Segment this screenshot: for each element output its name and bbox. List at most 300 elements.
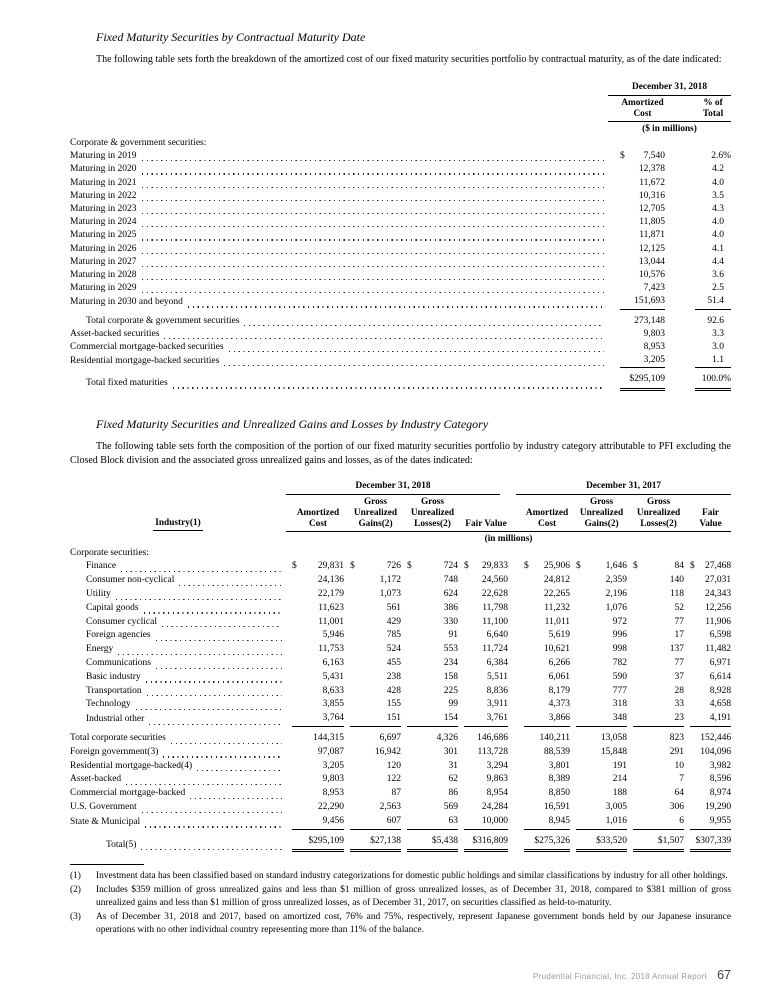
cell-value [464, 685, 508, 699]
table-row [70, 629, 731, 643]
row-label: Asset-backed securities [70, 328, 160, 339]
value: 1,076 [605, 602, 628, 613]
table-row [70, 243, 731, 256]
value: $5,438 [431, 835, 458, 846]
table-row [70, 163, 731, 176]
value: $316,809 [472, 835, 509, 846]
table-row [70, 685, 731, 699]
cell-value [690, 746, 731, 760]
cell-value [695, 243, 731, 256]
industry-header-cell [70, 481, 286, 532]
dot-leader [142, 160, 605, 161]
value: 6,971 [709, 658, 732, 669]
cell-value [407, 616, 458, 630]
value: $1,507 [657, 835, 685, 846]
cell-value [407, 643, 458, 657]
currency-symbol: $ [524, 561, 529, 572]
cell-value [633, 616, 684, 630]
row-label: Maturing in 2022 [70, 190, 137, 201]
cell-value [407, 574, 458, 588]
cell-value [350, 712, 401, 727]
table-row [70, 773, 731, 787]
value: 624 [443, 589, 458, 600]
value: 724 [443, 561, 458, 572]
table2-units-note: (in millions) [484, 533, 533, 544]
row-label: Utility [86, 589, 111, 600]
table-row [70, 671, 731, 685]
cell-value [695, 177, 731, 190]
value: 11,724 [482, 644, 509, 655]
value: 4,191 [709, 713, 732, 724]
value: $27,138 [370, 835, 401, 846]
cell-value [524, 787, 570, 801]
cell-value [407, 657, 458, 671]
value: 12,705 [638, 204, 665, 215]
dot-leader [136, 709, 282, 710]
cell-value [292, 657, 344, 671]
value: 777 [612, 685, 628, 696]
cell-value [620, 229, 665, 242]
cell-value [620, 150, 665, 163]
value: 996 [612, 630, 628, 641]
dot-leader [224, 365, 604, 366]
cell-value [464, 835, 508, 853]
cell-value [350, 732, 401, 746]
row-label: Consumer cyclical [86, 616, 157, 627]
cell-value [576, 560, 627, 574]
row-label: Maturing in 2027 [70, 256, 137, 267]
cell-value [292, 698, 344, 712]
row-label: U.S. Government [70, 802, 137, 812]
cell-value [690, 773, 731, 787]
cell-value [350, 643, 401, 657]
cell-value [690, 787, 731, 801]
cell-value [292, 588, 344, 602]
value: 11,753 [318, 644, 344, 655]
cell-value [464, 801, 508, 815]
value: 13,044 [638, 256, 665, 267]
value: 3,005 [605, 802, 628, 812]
dot-leader [146, 681, 282, 682]
cell-value [524, 760, 570, 774]
cell-value [695, 354, 731, 368]
cell-value [620, 163, 665, 176]
cell-value [633, 787, 684, 801]
date-header-2018: December 31, 2018 [286, 481, 500, 495]
value: 8,953 [322, 788, 344, 799]
cell-value [292, 671, 344, 685]
row-label: Total fixed maturities [86, 378, 168, 389]
cell-value [576, 698, 627, 712]
cell-value [464, 815, 508, 830]
value: 151,693 [634, 296, 665, 307]
cell-value [576, 801, 627, 815]
row-label: Maturing in 2025 [70, 230, 137, 241]
dot-leader [142, 187, 605, 188]
cell-value [620, 354, 665, 368]
section1-heading: Fixed Maturity Securities by Contractual Maturity Date [96, 30, 366, 44]
cell-value [633, 815, 684, 830]
value: 27,468 [704, 561, 732, 572]
cell-value [292, 629, 344, 643]
value: 2,563 [379, 802, 401, 812]
footnote-text: As of December 31, 2018 and 2017, based on amortized cost, 76% and 75%, respectively, represent Japanese government bonds held by our Japanese insurance operations with no other individual country representing more than 11% of the balance. [96, 911, 731, 935]
value: 6,614 [709, 671, 732, 682]
value: 97,087 [317, 746, 344, 757]
value: 146,686 [477, 733, 509, 744]
currency-symbol: $ [576, 561, 581, 572]
cell-value [292, 815, 344, 830]
value: 7,540 [643, 151, 665, 162]
dot-leader [147, 695, 282, 696]
dot-leader [164, 338, 604, 339]
cell-value [407, 629, 458, 643]
value: 4,326 [436, 733, 458, 744]
value: 84 [674, 561, 685, 572]
value: 151 [386, 713, 401, 724]
value: 63 [448, 815, 458, 826]
value: 607 [386, 815, 401, 826]
row-label: Transportation [86, 685, 142, 696]
cell-value [633, 602, 684, 616]
value: 8,954 [486, 788, 509, 799]
cell-value [524, 835, 570, 853]
row-label: Corporate securities: [70, 547, 149, 558]
value: 4.2 [712, 164, 724, 175]
cell-value [407, 685, 458, 699]
table-row [70, 698, 731, 712]
cell-value [690, 657, 731, 671]
value: 301 [443, 746, 458, 757]
dot-leader [126, 784, 282, 785]
row-label: Total corporate securities [70, 733, 166, 744]
total-row [70, 368, 731, 390]
date-header-2017: December 31, 2017 [516, 481, 731, 495]
cell-value [695, 295, 731, 309]
cell-value [524, 602, 570, 616]
cell-value [350, 698, 401, 712]
date-group-2018 [286, 481, 508, 495]
cell-value [690, 643, 731, 657]
table-row [70, 657, 731, 671]
cell-value [633, 560, 684, 574]
maturity-table-header [70, 82, 731, 137]
footnote-text: Investment data has been classified based on standard industry categorizations for domestic public holdings and similar classifications by industry for all other holdings. [96, 871, 728, 882]
value: 3,294 [486, 760, 509, 771]
value: 62 [448, 774, 458, 785]
value: 3,982 [709, 760, 732, 771]
value: 99 [448, 699, 458, 710]
value: 6,163 [322, 658, 344, 669]
cell-value [690, 685, 731, 699]
table-row [70, 229, 731, 242]
table-row [70, 712, 731, 727]
cell-value [407, 815, 458, 830]
cell-value [695, 163, 731, 176]
value: 8,836 [486, 685, 509, 696]
value: 4.4 [712, 256, 724, 267]
value: 152,446 [700, 733, 732, 744]
value: 140 [669, 575, 685, 586]
value: 122 [386, 774, 401, 785]
table-row [70, 328, 731, 341]
dot-leader [197, 770, 282, 771]
table-row [70, 574, 731, 588]
cell-value [620, 190, 665, 203]
cell-value [633, 773, 684, 787]
cell-value [576, 746, 627, 760]
value: 16,591 [543, 802, 571, 812]
value: 1,016 [605, 815, 628, 826]
cell-value [620, 269, 665, 282]
dot-leader [173, 387, 604, 388]
dot-leader [163, 756, 282, 757]
cell-value [464, 602, 508, 616]
value: 137 [669, 644, 685, 655]
cell-value [620, 216, 665, 229]
cell-value [690, 574, 731, 588]
dot-leader [162, 626, 282, 627]
value: 2.5 [712, 283, 724, 294]
value: 553 [443, 644, 458, 655]
value: 330 [443, 616, 458, 627]
value: 11,001 [318, 616, 344, 627]
cell-value [407, 560, 458, 574]
cell-value [633, 657, 684, 671]
value: 88,539 [543, 746, 571, 757]
value: 3.6 [712, 270, 724, 281]
table1-date-header: December 31, 2018 [608, 82, 731, 96]
value: 24,343 [704, 589, 732, 600]
dot-leader [188, 306, 604, 307]
cell-value [690, 560, 731, 574]
value: 429 [386, 616, 401, 627]
value: 590 [612, 671, 628, 682]
cell-value [350, 560, 401, 574]
value: 9,863 [486, 774, 509, 785]
dot-leader [190, 798, 282, 799]
value: 8,389 [548, 774, 571, 785]
value: 11,623 [318, 602, 344, 613]
value: 11,672 [639, 177, 665, 188]
cell-value [695, 190, 731, 203]
value: 306 [669, 802, 685, 812]
value: 24,560 [481, 575, 509, 586]
cell-value [690, 629, 731, 643]
cell-value [407, 760, 458, 774]
page-content [70, 0, 731, 936]
value: 3,855 [322, 699, 344, 710]
cell-value [524, 657, 570, 671]
percent-symbol: % [723, 151, 731, 162]
dot-leader [244, 325, 604, 326]
row-label: Maturing in 2023 [70, 204, 137, 215]
value: 10,316 [638, 190, 665, 201]
dot-leader [142, 226, 605, 227]
value: 11,232 [544, 602, 571, 613]
value: 225 [443, 685, 458, 696]
cell-value [576, 602, 627, 616]
value: 998 [612, 644, 628, 655]
dot-leader [156, 640, 282, 641]
value: 91 [448, 630, 458, 641]
cell-value [633, 671, 684, 685]
cell-value [407, 671, 458, 685]
cell-value [690, 698, 731, 712]
value: 726 [386, 561, 401, 572]
value: 24,284 [481, 802, 509, 812]
dot-leader [142, 173, 605, 174]
cell-value [350, 671, 401, 685]
currency-symbol: $ [407, 561, 412, 572]
value: 11,871 [639, 230, 665, 241]
cell-value [633, 835, 684, 853]
value: 7 [679, 774, 685, 785]
table-row [70, 295, 731, 309]
cell-value [690, 616, 731, 630]
cell-value [524, 712, 570, 727]
value: 1.1 [712, 355, 724, 366]
cell-value [620, 203, 665, 216]
row-label: Maturing in 2026 [70, 243, 137, 254]
value: 3,205 [322, 760, 344, 771]
dot-leader [156, 668, 282, 669]
cell-value [464, 643, 508, 657]
row-label: State & Municipal [70, 816, 141, 827]
cell-value [464, 732, 508, 746]
cell-value [690, 602, 731, 616]
value: 188 [612, 788, 628, 799]
value: 12,378 [638, 164, 665, 175]
cell-value [524, 560, 570, 574]
cell-value [464, 657, 508, 671]
row-label: Commercial mortgage-backed securities [70, 342, 224, 353]
cell-value [407, 773, 458, 787]
cell-value [690, 588, 731, 602]
cell-value [620, 295, 665, 309]
value: 140,211 [539, 733, 571, 744]
value: 4.3 [712, 204, 724, 215]
row-label: Maturing in 2019 [70, 151, 137, 162]
row-label: Residential mortgage-backed securities [70, 356, 220, 367]
value: 22,628 [481, 589, 509, 600]
value: 214 [612, 774, 628, 785]
dot-leader [142, 279, 605, 280]
table-row [70, 560, 731, 574]
cell-value [633, 643, 684, 657]
dot-leader [116, 599, 282, 600]
dot-leader [179, 585, 282, 586]
value: 154 [443, 713, 458, 724]
value: 4.0 [712, 177, 724, 188]
section1-intro: The following table sets forth the breakdown of the amortized cost of our fixed maturity securities portfolio by contractual maturity, as of the date indicated: [96, 54, 722, 65]
cell-value [633, 574, 684, 588]
row-label: Finance [86, 561, 117, 572]
value: 155 [386, 699, 401, 710]
cell-value [350, 657, 401, 671]
cell-value [576, 760, 627, 774]
value: 191 [612, 760, 628, 771]
cell-value [633, 732, 684, 746]
value: 29,831 [317, 561, 344, 572]
cell-value [292, 746, 344, 760]
value: 104,096 [700, 746, 732, 757]
row-label: Maturing in 2028 [70, 270, 137, 281]
value: 11,798 [482, 602, 509, 613]
col-2017-gross-unrealized-losses: Gross Unrealized Losses(2) [627, 495, 684, 532]
cell-value [464, 629, 508, 643]
cell-value [464, 712, 508, 727]
cell-value [464, 560, 508, 574]
cell-value [292, 643, 344, 657]
cell-value [524, 643, 570, 657]
currency-symbol: $ [690, 561, 695, 572]
cell-value [576, 815, 627, 830]
value: 10 [674, 760, 685, 771]
dot-leader [144, 612, 282, 613]
total-row [70, 727, 731, 746]
table-row [70, 760, 731, 774]
value: 348 [612, 713, 628, 724]
cell-value [407, 588, 458, 602]
cell-value [292, 712, 344, 727]
cell-value [695, 315, 731, 328]
value: 7,423 [643, 283, 665, 294]
table-row [70, 815, 731, 830]
value: 11,011 [544, 616, 571, 627]
table1-date-group [608, 82, 731, 96]
table1-units-note: ($ in millions) [642, 124, 697, 134]
value: 3,801 [548, 760, 571, 771]
footnote-number: (2) [70, 885, 81, 896]
cell-value [292, 685, 344, 699]
table-row [70, 588, 731, 602]
cell-value [350, 773, 401, 787]
value: 3,866 [548, 713, 571, 724]
table-row [70, 801, 731, 815]
group-row [70, 547, 731, 561]
footnote-2 [70, 884, 731, 910]
cell-value [576, 616, 627, 630]
cell-value [350, 574, 401, 588]
cell-value [576, 643, 627, 657]
value: 8,596 [709, 774, 732, 785]
col-2018-gross-unrealized-losses: Gross Unrealized Losses(2) [401, 495, 458, 532]
value: 87 [391, 788, 401, 799]
cell-value [292, 760, 344, 774]
currency-symbol: $ [620, 151, 625, 162]
table-row [70, 282, 731, 295]
value: 455 [386, 658, 401, 669]
value: 158 [443, 671, 458, 682]
value: 2.6 [711, 151, 724, 162]
row-label: Maturing in 2021 [70, 177, 137, 188]
value: 16,942 [374, 746, 401, 757]
cell-value [350, 685, 401, 699]
dot-leader [141, 849, 282, 850]
value: 6,640 [486, 630, 509, 641]
table-row [70, 190, 731, 203]
cell-value [407, 746, 458, 760]
value: 4.0 [712, 230, 724, 241]
cell-value [524, 732, 570, 746]
value: 113,728 [477, 746, 509, 757]
cell-value [695, 269, 731, 282]
value: 23 [674, 713, 685, 724]
cell-value [350, 815, 401, 830]
cell-value [350, 760, 401, 774]
cell-value [576, 732, 627, 746]
